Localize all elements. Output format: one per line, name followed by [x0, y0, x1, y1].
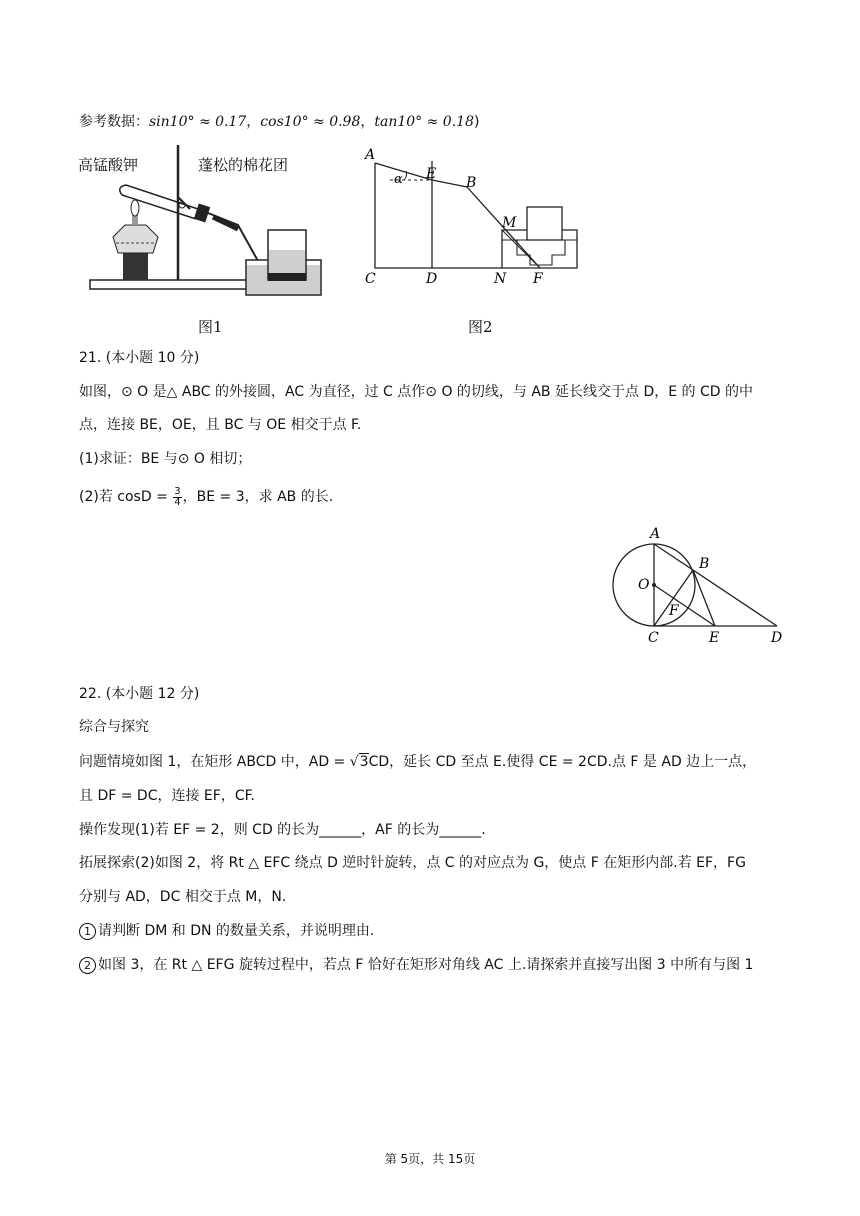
fig2-point-N: N [494, 271, 507, 287]
q22-line-7-text: 如图 3，在 Rt △ EFG 旋转过程中，若点 F 恰好在矩形对角线 AC 上.请探索并直接写出图 3 中所有与图 1 [98, 957, 754, 973]
reference-cos: cos10° ≈ 0.98 [260, 114, 361, 130]
q22-line-3: 操作发现(1)若 EF = 2，则 CD 的长为______，AF 的长为______. [79, 822, 486, 838]
q22-line-6 [79, 920, 374, 942]
q21-point-C: C [648, 630, 659, 646]
apparatus-drawing [78, 145, 328, 300]
q21-point-E: E [709, 630, 720, 646]
figure-2-drawing [362, 143, 587, 293]
page-footer: 第 5页，共 15页 [384, 1152, 476, 1166]
fig2-point-C: C [365, 271, 376, 287]
reference-close-paren: ) [473, 114, 480, 130]
q21-part-2-suffix: ，BE = 3，求 AB 的长. [182, 489, 334, 505]
q22-title: 综合与探究 [79, 719, 149, 735]
q21-point-A: A [650, 526, 661, 542]
q22-line-2: 且 DF = DC，连接 EF，CF. [79, 788, 255, 804]
reference-sin: sin10° ≈ 0.17 [149, 114, 247, 130]
q21-part-1: (1)求证：BE 与⊙ O 相切； [79, 451, 252, 467]
q21-stem-line-2: 点，连接 BE，OE，且 BC 与 OE 相交于点 F. [79, 417, 362, 433]
q21-figure-drawing [605, 522, 820, 647]
reference-tan: tan10° ≈ 0.18 [374, 114, 474, 130]
q21-figure [605, 522, 820, 647]
fig2-point-F: F [533, 271, 543, 287]
reference-data-label: 参考数据： [79, 114, 149, 130]
fig2-point-M: M [502, 215, 517, 231]
q22-line-1: 问题情境如图 1，在矩形 ABCD 中，AD = √3CD，延长 CD 至点 E.使得 CE = 2CD.点 F 是 AD 边上一点， [79, 754, 757, 770]
fig2-angle-alpha: α [394, 172, 403, 187]
circled-number-2: 2 [79, 957, 96, 974]
q21-point-F: F [669, 603, 679, 619]
q21-point-O: O [638, 577, 650, 593]
q22-sqrt-value: 3 [359, 754, 369, 770]
fig2-point-D: D [426, 271, 438, 287]
fig2-point-A: A [365, 147, 376, 163]
q21-stem-line-1: 如图，⊙ O 是△ ABC 的外接圆，AC 为直径，过 C 点作⊙ O 的切线，与 AB 延长线交于点 D，E 的 CD 的中 [79, 384, 753, 400]
q21-fraction [173, 487, 181, 508]
q21-part-2-prefix: (2)若 cosD = [79, 489, 173, 505]
q22-line-1-a: 问题情境如图 1，在矩形 ABCD 中，AD = [79, 754, 350, 770]
q21-fraction-denominator: 4 [174, 496, 181, 508]
circled-number-1: 1 [79, 923, 96, 940]
q21-part-2 [79, 486, 333, 508]
q22-line-1-b: CD，延长 CD 至点 E.使得 CE = 2CD.点 F 是 AD 边上一点， [368, 754, 757, 770]
figure-2-geometry [362, 143, 587, 293]
q22-header: 22. (本小题 12 分) [79, 686, 200, 702]
figure-2-caption: 图2 [468, 318, 493, 336]
q22-line-6-text: 请判断 DM 和 DN 的数量关系，并说明理由. [98, 923, 375, 939]
label-cotton-ball: 蓬松的棉花团 [198, 156, 289, 174]
q21-header: 21. (本小题 10 分) [79, 350, 200, 366]
q22-line-5: 分别与 AD，DC 相交于点 M，N. [79, 889, 287, 905]
label-potassium-permanganate: 高锰酸钾 [78, 156, 139, 174]
q21-point-D: D [771, 630, 783, 646]
q22-line-4: 拓展探索(2)如图 2，将 Rt △ EFC 绕点 D 逆时针旋转，点 C 的对应点为 G，使点 F 在矩形内部.若 EF，FG [79, 855, 746, 871]
q21-point-B: B [699, 556, 710, 572]
figure-1-apparatus [78, 145, 328, 300]
reference-data: 参考数据：sin10° ≈ 0.17，cos10° ≈ 0.98，tan10° ≈ 0.18) [79, 114, 480, 130]
q21-fraction-numerator: 3 [174, 485, 181, 497]
fig2-point-E: E [426, 166, 437, 182]
figure-1-caption: 图1 [198, 318, 223, 336]
q22-line-7 [79, 954, 753, 976]
fig2-point-B: B [466, 175, 477, 191]
